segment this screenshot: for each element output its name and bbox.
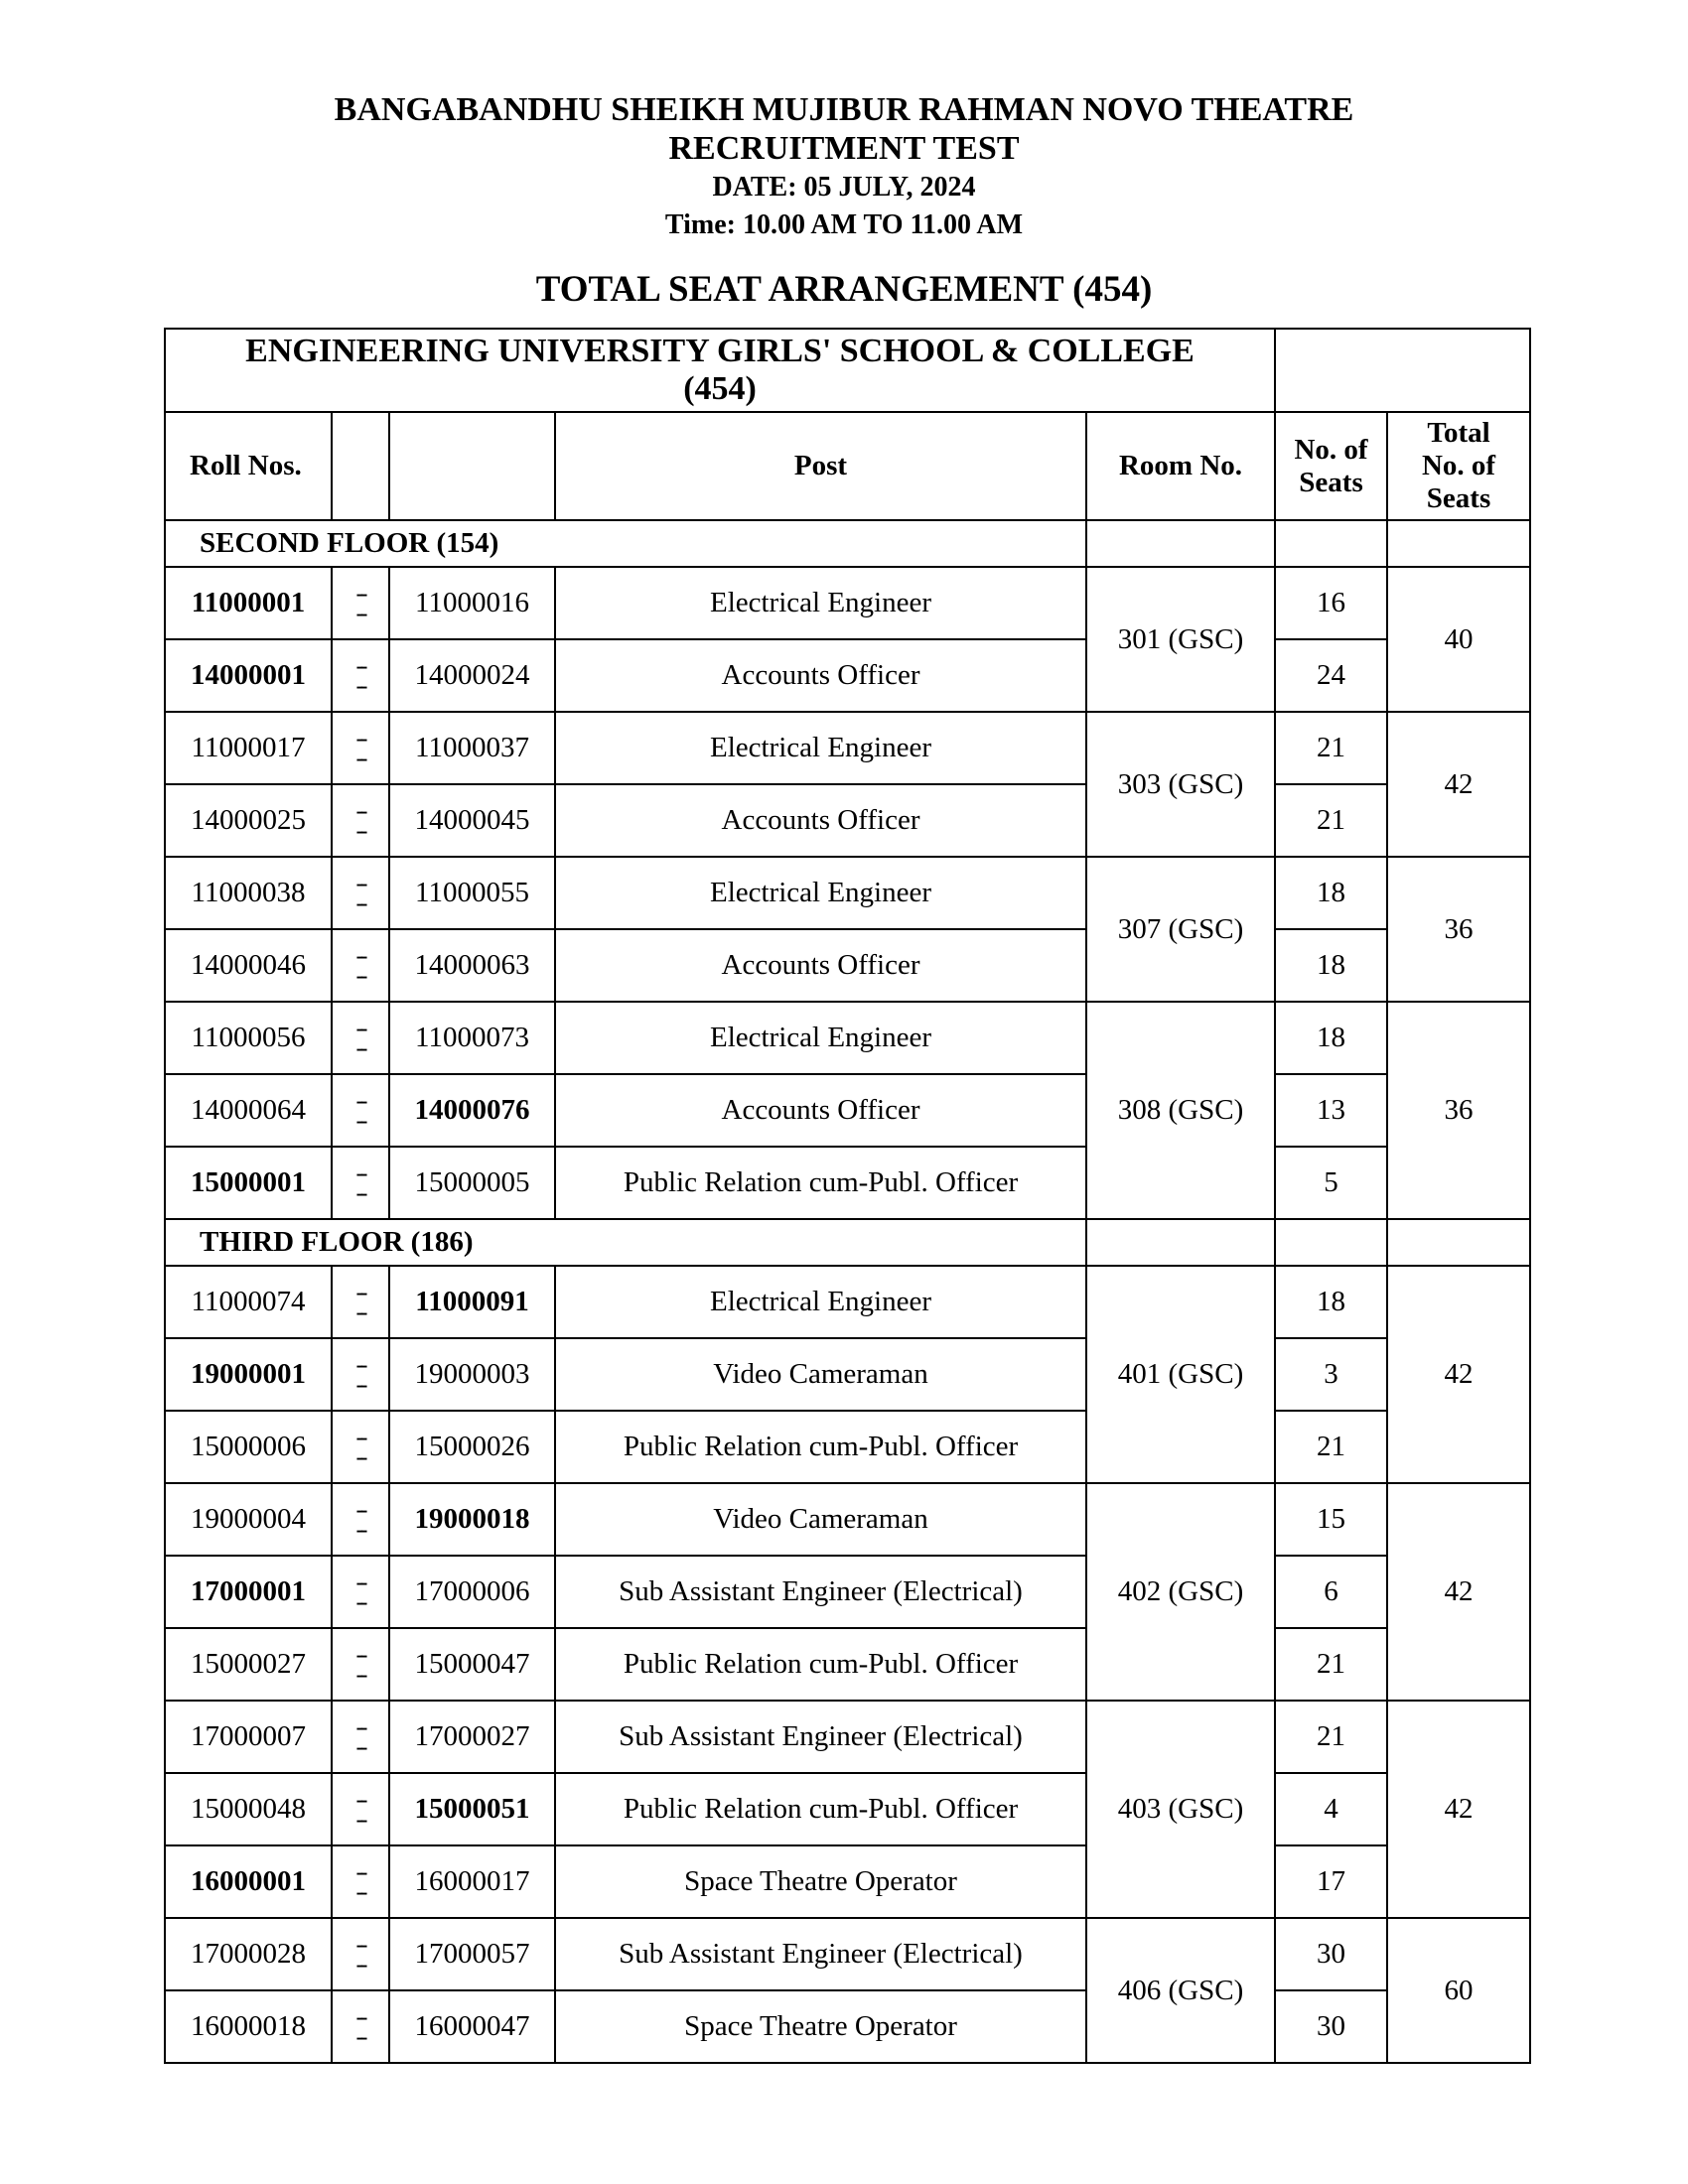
range-dash [332,929,389,1002]
range-dash [332,784,389,857]
roll-from: 15000006 [165,1411,332,1483]
post-cell: Sub Assistant Engineer (Electrical) [555,1701,1086,1773]
dash-bottom: -- [355,1588,365,1614]
range-dash [332,1556,389,1628]
col-roll-to [389,412,555,520]
dash-top: -- [355,1087,365,1113]
roll-from: 14000001 [165,639,332,712]
post-cell: Public Relation cum-Publ. Officer [555,1773,1086,1845]
post-cell: Electrical Engineer [555,1266,1086,1338]
roll-from: 14000025 [165,784,332,857]
roll-to: 15000047 [389,1628,555,1701]
col-seats-line1: No. of [1294,433,1368,466]
roll-to: 15000005 [389,1147,555,1219]
post-cell: Sub Assistant Engineer (Electrical) [555,1556,1086,1628]
dash-top: -- [355,1496,365,1522]
roll-from: 17000028 [165,1918,332,1990]
roll-to: 17000057 [389,1918,555,1990]
dash-bottom: -- [355,1034,365,1060]
document-header [0,91,1688,244]
col-no-of-seats [1275,412,1387,520]
room-cell: 403 (GSC) [1086,1701,1275,1918]
dash-bottom: -- [355,817,365,843]
seats-cell: 5 [1275,1147,1387,1219]
range-dash [332,1918,389,1990]
post-cell: Accounts Officer [555,784,1086,857]
range-dash [332,567,389,639]
page-title: TOTAL SEAT ARRANGEMENT (454) [535,269,1153,310]
roll-to: 11000016 [389,567,555,639]
seats-cell: 18 [1275,1266,1387,1338]
dash-bottom: -- [355,1371,365,1397]
floor-empty-total [1387,1219,1530,1266]
roll-to: 15000026 [389,1411,555,1483]
table-row [165,1556,1530,1628]
post-cell: Accounts Officer [555,1074,1086,1147]
post-cell: Video Cameraman [555,1483,1086,1556]
roll-to: 16000047 [389,1990,555,2063]
room-cell: 308 (GSC) [1086,1002,1275,1219]
range-dash [332,1074,389,1147]
seats-cell: 30 [1275,1990,1387,2063]
roll-to: 11000073 [389,1002,555,1074]
dash-top: -- [355,580,365,606]
dash-bottom: -- [355,1951,365,1977]
seats-cell: 21 [1275,712,1387,784]
seats-cell: 21 [1275,1701,1387,1773]
seats-cell: 18 [1275,929,1387,1002]
post-cell: Electrical Engineer [555,857,1086,929]
total-seats-cell: 42 [1387,712,1530,857]
seats-cell: 4 [1275,1773,1387,1845]
post-cell: Space Theatre Operator [555,1990,1086,2063]
dash-bottom: -- [355,1878,365,1904]
roll-from: 14000046 [165,929,332,1002]
dash-bottom: -- [355,1661,365,1687]
table-row [165,1074,1530,1147]
roll-to: 19000018 [389,1483,555,1556]
dash-top: -- [355,1858,365,1884]
table-row [165,1990,1530,2063]
dash-bottom: -- [355,962,365,988]
range-dash [332,1147,389,1219]
dash-top: -- [355,870,365,895]
floor-label: THIRD FLOOR (186) [165,1219,1086,1266]
dash-bottom: -- [355,1443,365,1469]
post-cell: Electrical Engineer [555,567,1086,639]
column-header-row [165,412,1530,520]
table-row [165,1338,1530,1411]
dash-bottom: -- [355,745,365,770]
dash-top: -- [355,1786,365,1812]
dash-top: -- [355,1424,365,1449]
table-row [165,1483,1530,1556]
post-cell: Sub Assistant Engineer (Electrical) [555,1918,1086,1990]
floor-empty-total [1387,520,1530,567]
dash-top: -- [355,942,365,968]
seats-cell: 18 [1275,1002,1387,1074]
dash-top: -- [355,1641,365,1667]
roll-from: 11000056 [165,1002,332,1074]
range-dash [332,639,389,712]
col-seats-line2: Seats [1299,466,1363,498]
dash-top: -- [355,1279,365,1304]
range-dash [332,1990,389,2063]
floor-label: SECOND FLOOR (154) [165,520,1086,567]
seats-cell: 15 [1275,1483,1387,1556]
floor-empty-seats [1275,1219,1387,1266]
dash-bottom: -- [355,1107,365,1133]
table-row [165,857,1530,929]
dash-bottom: -- [355,1298,365,1324]
dash-top: -- [355,797,365,823]
roll-to: 14000024 [389,639,555,712]
seats-cell: 30 [1275,1918,1387,1990]
roll-from: 11000074 [165,1266,332,1338]
col-total-seats [1387,412,1530,520]
dash-bottom: -- [355,1806,365,1832]
table-row [165,1701,1530,1773]
col-post: Post [555,412,1086,520]
range-dash [332,1338,389,1411]
roll-to: 14000045 [389,784,555,857]
seats-cell: 21 [1275,784,1387,857]
seats-cell: 18 [1275,857,1387,929]
dash-bottom: -- [355,2023,365,2049]
roll-to: 15000051 [389,1773,555,1845]
dash-top: -- [355,1160,365,1185]
table-row [165,712,1530,784]
room-cell: 303 (GSC) [1086,712,1275,857]
venue-name [165,329,1275,412]
total-seats-cell: 42 [1387,1701,1530,1918]
header-organization: BANGABANDHU SHEIKH MUJIBUR RAHMAN NOVO THEATRE [334,91,1354,128]
roll-from: 17000001 [165,1556,332,1628]
header-test-name: RECRUITMENT TEST [668,130,1020,167]
room-cell: 401 (GSC) [1086,1266,1275,1483]
roll-to: 17000006 [389,1556,555,1628]
range-dash [332,857,389,929]
floor-header-row [165,1219,1530,1266]
table-row [165,1773,1530,1845]
header-date: DATE: 05 JULY, 2024 [712,172,976,203]
dash-top: -- [355,1015,365,1040]
roll-to: 14000076 [389,1074,555,1147]
col-total-line1: Total [1427,417,1490,449]
total-seats-cell: 36 [1387,1002,1530,1219]
floor-header-row [165,520,1530,567]
range-dash [332,712,389,784]
roll-from: 15000001 [165,1147,332,1219]
floor-empty-room [1086,520,1275,567]
floor-empty-room [1086,1219,1275,1266]
seat-arrangement-table [164,328,1531,2064]
dash-bottom: -- [355,889,365,915]
seats-cell: 13 [1275,1074,1387,1147]
roll-to: 17000027 [389,1701,555,1773]
dash-bottom: -- [355,1179,365,1205]
roll-from: 11000001 [165,567,332,639]
table-row [165,1002,1530,1074]
room-cell: 307 (GSC) [1086,857,1275,1002]
table-row [165,639,1530,712]
header-time: Time: 10.00 AM TO 11.00 AM [664,209,1024,240]
roll-from: 15000027 [165,1628,332,1701]
seats-cell: 16 [1275,567,1387,639]
range-dash [332,1002,389,1074]
col-dash [332,412,389,520]
range-dash [332,1845,389,1918]
dash-bottom: -- [355,1733,365,1759]
total-seats-cell: 60 [1387,1918,1530,2063]
dash-top: -- [355,2003,365,2029]
post-cell: Public Relation cum-Publ. Officer [555,1628,1086,1701]
table-row [165,929,1530,1002]
table-row [165,1918,1530,1990]
post-cell: Electrical Engineer [555,1002,1086,1074]
roll-to: 11000037 [389,712,555,784]
roll-to: 19000003 [389,1338,555,1411]
seats-cell: 21 [1275,1628,1387,1701]
table-row [165,1628,1530,1701]
roll-from: 19000004 [165,1483,332,1556]
seats-cell: 6 [1275,1556,1387,1628]
post-cell: Accounts Officer [555,929,1086,1002]
roll-from: 16000001 [165,1845,332,1918]
dash-top: -- [355,652,365,678]
range-dash [332,1628,389,1701]
roll-from: 17000007 [165,1701,332,1773]
table-row [165,567,1530,639]
post-cell: Space Theatre Operator [555,1845,1086,1918]
col-total-line3: Seats [1426,482,1491,514]
post-cell: Accounts Officer [555,639,1086,712]
total-seats-cell: 36 [1387,857,1530,1002]
dash-top: -- [355,1931,365,1957]
roll-from: 11000038 [165,857,332,929]
dash-top: -- [355,1351,365,1377]
roll-from: 14000064 [165,1074,332,1147]
table-row [165,1411,1530,1483]
roll-to: 11000091 [389,1266,555,1338]
range-dash [332,1266,389,1338]
post-cell: Public Relation cum-Publ. Officer [555,1147,1086,1219]
dash-top: -- [355,725,365,751]
venue-empty-cell [1275,329,1530,412]
venue-row [165,329,1530,412]
seats-cell: 3 [1275,1338,1387,1411]
seats-cell: 24 [1275,639,1387,712]
floor-empty-seats [1275,520,1387,567]
range-dash [332,1483,389,1556]
table-row [165,1266,1530,1338]
dash-bottom: -- [355,672,365,698]
room-cell: 402 (GSC) [1086,1483,1275,1701]
col-room-no: Room No. [1086,412,1275,520]
post-cell: Electrical Engineer [555,712,1086,784]
roll-from: 19000001 [165,1338,332,1411]
venue-count: (454) [683,370,757,407]
roll-from: 16000018 [165,1990,332,2063]
roll-to: 14000063 [389,929,555,1002]
seats-cell: 21 [1275,1411,1387,1483]
post-cell: Public Relation cum-Publ. Officer [555,1411,1086,1483]
roll-from: 11000017 [165,712,332,784]
table-row [165,784,1530,857]
roll-to: 16000017 [389,1845,555,1918]
venue-title: ENGINEERING UNIVERSITY GIRLS' SCHOOL & COLLEGE [245,333,1195,369]
col-total-line2: No. of [1421,450,1496,481]
total-seats-cell: 40 [1387,567,1530,712]
total-seats-cell: 42 [1387,1266,1530,1483]
range-dash [332,1773,389,1845]
dash-top: -- [355,1713,365,1739]
dash-top: -- [355,1569,365,1594]
roll-from: 15000048 [165,1773,332,1845]
table-row [165,1845,1530,1918]
dash-bottom: -- [355,1516,365,1542]
post-cell: Video Cameraman [555,1338,1086,1411]
total-seats-cell: 42 [1387,1483,1530,1701]
roll-to: 11000055 [389,857,555,929]
table-row [165,1147,1530,1219]
range-dash [332,1701,389,1773]
seats-cell: 17 [1275,1845,1387,1918]
dash-bottom: -- [355,600,365,625]
room-cell: 406 (GSC) [1086,1918,1275,2063]
col-roll-nos: Roll Nos. [165,412,332,520]
room-cell: 301 (GSC) [1086,567,1275,712]
range-dash [332,1411,389,1483]
